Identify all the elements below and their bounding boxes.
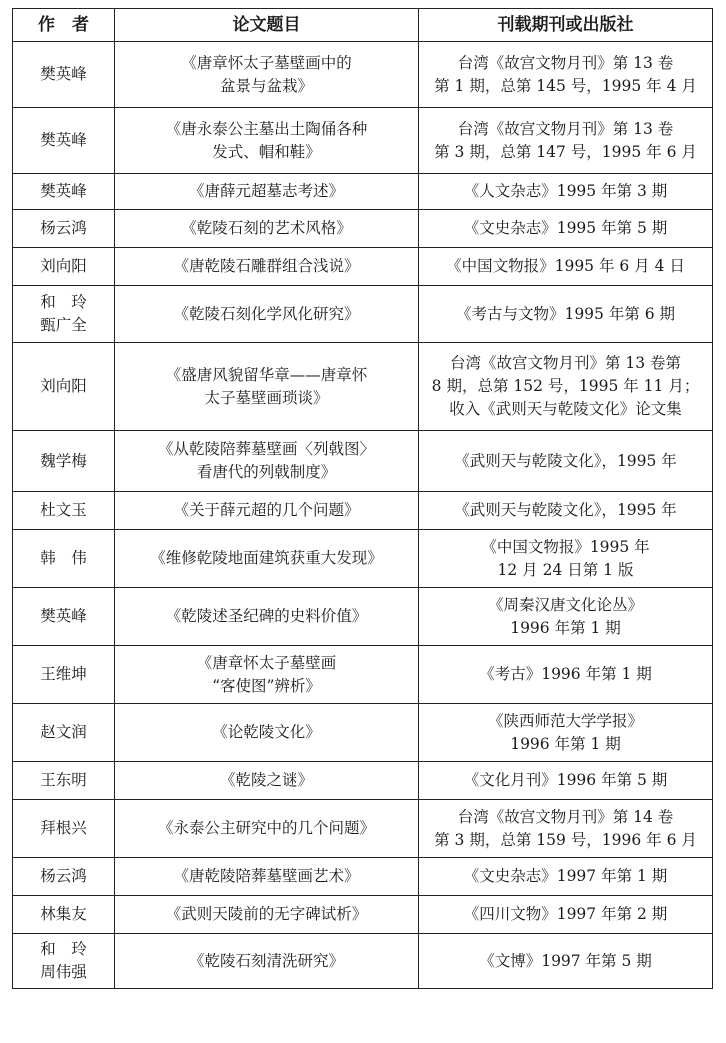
- publication-cell-line: 《武则天与乾陵文化》，1995 年: [454, 451, 677, 470]
- author-cell: [13, 286, 115, 343]
- publication-cell-line: 12 月 24 日第 1 版: [497, 560, 634, 579]
- table-row: [13, 343, 713, 431]
- publication-cell-line: 1996 年第 1 期: [510, 618, 621, 637]
- author-cell-line: 樊英峰: [40, 131, 87, 149]
- title-cell: [115, 286, 419, 343]
- publication-cell-line: 《中国文物报》1995 年: [481, 537, 650, 556]
- title-cell-line: 《关于薛元超的几个问题》: [173, 501, 360, 519]
- publication-cell-line: 第 3 期，总第 147 号，1995 年 6 月: [434, 142, 697, 161]
- title-cell-line: “客使图”辨析》: [212, 676, 321, 695]
- title-cell: [115, 762, 419, 800]
- table-row: [13, 858, 713, 896]
- publication-cell: [419, 646, 713, 704]
- publication-cell: [419, 896, 713, 934]
- publication-cell-line: 《陕西师范大学学报》: [487, 711, 643, 730]
- table-row: [13, 646, 713, 704]
- title-cell-line: 《永泰公主研究中的几个问题》: [157, 819, 375, 837]
- title-cell: [115, 248, 419, 286]
- title-cell: [115, 108, 419, 174]
- publication-cell: [419, 588, 713, 646]
- author-cell: [13, 108, 115, 174]
- author-cell-line: 和 玲: [40, 940, 87, 958]
- author-cell-line: 樊英峰: [40, 607, 87, 625]
- table-row: [13, 248, 713, 286]
- publication-cell: [419, 286, 713, 343]
- table-row: [13, 108, 713, 174]
- bibliography-table: [12, 8, 713, 989]
- title-cell-line: 《论乾陵文化》: [212, 723, 321, 741]
- title-cell: [115, 646, 419, 704]
- author-cell: [13, 174, 115, 210]
- title-cell-line: 《唐薛元超墓志考述》: [188, 182, 344, 200]
- publication-cell: [419, 530, 713, 588]
- publication-cell-line: 《武则天与乾陵文化》，1995 年: [454, 501, 677, 519]
- author-cell-line: 周伟强: [40, 963, 87, 981]
- publication-cell: [419, 800, 713, 858]
- title-cell-line: 《乾陵石刻化学风化研究》: [173, 304, 360, 323]
- publication-cell-line: 台湾《故宫文物月刊》第 13 卷第: [449, 354, 682, 372]
- table-row: [13, 588, 713, 646]
- header-author: 作 者: [13, 9, 115, 42]
- author-cell-line: 杜文玉: [40, 501, 87, 519]
- author-cell: [13, 646, 115, 704]
- author-cell: [13, 896, 115, 934]
- table-row: [13, 704, 713, 762]
- title-cell-line: 《从乾陵陪葬墓壁画〈列戟图〉: [157, 440, 375, 458]
- table-row: [13, 800, 713, 858]
- title-cell: [115, 431, 419, 492]
- author-cell: [13, 492, 115, 530]
- title-cell: [115, 896, 419, 934]
- publication-cell: [419, 210, 713, 248]
- publication-cell-line: 收入《武则天与乾陵文化》论文集: [449, 400, 682, 418]
- title-cell: [115, 530, 419, 588]
- publication-cell-line: 《文史杂志》1997 年第 1 期: [463, 867, 668, 885]
- publication-cell: [419, 704, 713, 762]
- author-cell-line: 王东明: [40, 771, 87, 789]
- author-cell: [13, 210, 115, 248]
- author-cell: [13, 858, 115, 896]
- table-row: [13, 431, 713, 492]
- publication-cell-line: 《中国文物报》1995 年 6 月 4 日: [446, 257, 685, 275]
- title-cell: [115, 704, 419, 762]
- table-row: [13, 762, 713, 800]
- title-cell: [115, 588, 419, 646]
- bibliography-table-wrapper: [12, 8, 712, 989]
- title-cell-line: 《乾陵石刻清洗研究》: [188, 951, 344, 970]
- author-cell-line: 和 玲: [40, 293, 87, 311]
- title-cell: [115, 934, 419, 989]
- author-cell: [13, 530, 115, 588]
- publication-cell: [419, 858, 713, 896]
- publication-cell-line: 《四川文物》1997 年第 2 期: [463, 905, 668, 923]
- table-row: [13, 174, 713, 210]
- table-row: [13, 210, 713, 248]
- publication-cell: [419, 492, 713, 530]
- title-cell: [115, 858, 419, 896]
- publication-cell-line: 《文博》1997 年第 5 期: [479, 951, 652, 970]
- publication-cell-line: 《人文杂志》1995 年第 3 期: [463, 182, 668, 200]
- publication-cell-line: 1996 年第 1 期: [510, 734, 621, 753]
- publication-cell-line: 《文史杂志》1995 年第 5 期: [463, 219, 668, 237]
- publication-cell: [419, 762, 713, 800]
- author-cell: [13, 42, 115, 108]
- title-cell-line: 看唐代的列戟制度》: [196, 463, 337, 481]
- author-cell-line: 林集友: [40, 905, 87, 923]
- publication-cell: [419, 174, 713, 210]
- title-cell-line: 《唐乾陵陪葬墓壁画艺术》: [173, 867, 360, 885]
- table-row: [13, 42, 713, 108]
- author-cell-line: 樊英峰: [40, 182, 87, 200]
- author-cell-line: 杨云鸿: [40, 867, 87, 885]
- title-cell-line: 《唐章怀太子墓壁画: [196, 653, 337, 672]
- author-cell-line: 魏学梅: [40, 451, 87, 470]
- author-cell-line: 樊英峰: [40, 65, 87, 83]
- title-cell-line: 《盛唐风貌留华章——唐章怀: [165, 365, 368, 384]
- author-cell: [13, 431, 115, 492]
- title-cell: [115, 800, 419, 858]
- publication-cell: [419, 108, 713, 174]
- publication-cell-line: 台湾《故宫文物月刊》第 13 卷: [457, 119, 674, 138]
- title-cell-line: 盆景与盆栽》: [219, 76, 313, 95]
- title-cell: [115, 492, 419, 530]
- title-cell-line: 《唐永泰公主墓出土陶俑各种: [165, 119, 368, 138]
- title-cell-line: 《武则天陵前的无字碑试析》: [165, 905, 368, 923]
- author-cell-line: 拜根兴: [40, 819, 87, 837]
- author-cell-line: 甄广全: [40, 316, 87, 334]
- publication-cell-line: 《文化月刊》1996 年第 5 期: [463, 771, 668, 789]
- author-cell-line: 刘向阳: [40, 257, 87, 275]
- title-cell: [115, 210, 419, 248]
- title-cell-line: 《唐乾陵石雕群组合浅说》: [173, 257, 360, 275]
- table-row: [13, 286, 713, 343]
- publication-cell: [419, 934, 713, 989]
- author-cell: [13, 248, 115, 286]
- table-row: [13, 530, 713, 588]
- publication-cell: [419, 42, 713, 108]
- title-cell-line: 发式、帽和鞋》: [212, 142, 321, 161]
- author-cell-line: 刘向阳: [40, 377, 87, 395]
- author-cell: [13, 704, 115, 762]
- author-cell: [13, 800, 115, 858]
- author-cell-line: 杨云鸿: [40, 219, 87, 237]
- table-row: [13, 492, 713, 530]
- author-cell: [13, 343, 115, 431]
- publication-cell-line: 第 1 期，总第 145 号，1995 年 4 月: [434, 76, 697, 95]
- publication-cell: [419, 431, 713, 492]
- header-title: 论文题目: [115, 9, 419, 42]
- title-cell-line: 《乾陵述圣纪碑的史料价值》: [165, 607, 368, 625]
- table-body: [13, 42, 713, 989]
- title-cell-line: 《乾陵之谜》: [219, 771, 313, 789]
- author-cell: [13, 762, 115, 800]
- title-cell-line: 《维修乾陵地面建筑获重大发现》: [150, 549, 383, 567]
- table-row: [13, 934, 713, 989]
- author-cell-line: 王维坤: [40, 665, 87, 683]
- publication-cell-line: 台湾《故宫文物月刊》第 13 卷: [457, 53, 674, 72]
- title-cell: [115, 42, 419, 108]
- publication-cell-line: 第 3 期，总第 159 号，1996 年 6 月: [434, 830, 697, 849]
- publication-cell-line: 台湾《故宫文物月刊》第 14 卷: [457, 807, 674, 826]
- publication-cell-line: 《考古》1996 年第 1 期: [479, 665, 652, 683]
- publication-cell-line: 《周秦汉唐文化论丛》: [487, 595, 643, 614]
- header-publication: 刊载期刊或出版社: [419, 9, 713, 42]
- author-cell-line: 韩 伟: [40, 549, 87, 567]
- title-cell-line: 太子墓壁画琐谈》: [204, 388, 329, 407]
- publication-cell-line: 8 期，总第 152 号，1995 年 11 月；: [431, 377, 700, 395]
- publication-cell: [419, 343, 713, 431]
- publication-cell-line: 《考古与文物》1995 年第 6 期: [455, 304, 676, 323]
- author-cell: [13, 934, 115, 989]
- table-row: [13, 896, 713, 934]
- title-cell: [115, 343, 419, 431]
- author-cell-line: 赵文润: [40, 723, 87, 741]
- title-cell-line: 《乾陵石刻的艺术风格》: [181, 219, 352, 237]
- title-cell-line: 《唐章怀太子墓壁画中的: [181, 53, 352, 72]
- title-cell: [115, 174, 419, 210]
- publication-cell: [419, 248, 713, 286]
- table-header-row: [13, 9, 713, 42]
- author-cell: [13, 588, 115, 646]
